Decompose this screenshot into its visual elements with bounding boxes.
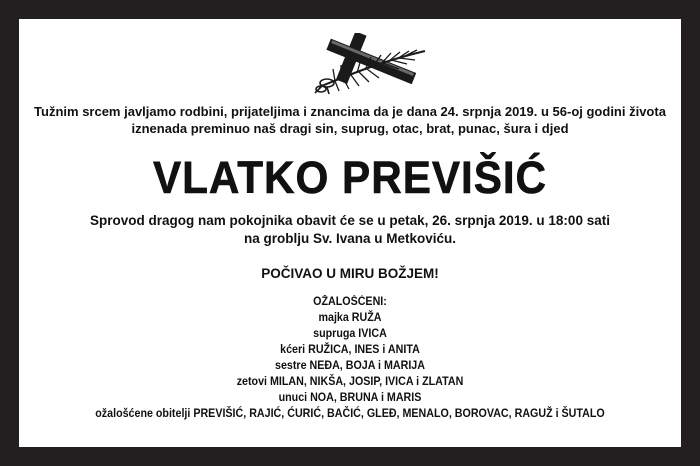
rest-in-peace-text: POČIVAO U MIRU BOŽJEM! — [261, 266, 439, 281]
mourner-entry: sestre NEĐA, BOJA i MARIJA — [275, 360, 425, 372]
funeral-line: Sprovod dragog nam pokojnika obavit će se u petak, 26. srpnja 2019. u 18:00 sati — [90, 213, 610, 228]
obituary-card — [19, 19, 681, 447]
mourners-list — [42, 294, 658, 422]
funeral-line: na groblju Sv. Ivana u Metkoviću. — [243, 231, 457, 246]
mourner-entry: majka RUŽA — [318, 312, 382, 324]
intro-announcement — [19, 103, 681, 137]
mourner-entry: supruga IVICA — [313, 328, 387, 340]
cross-with-palm-branch-icon — [305, 33, 435, 95]
intro-line: iznenada preminuo naš dragi sin, suprug, otac, brat, punac, šura i djed — [131, 121, 569, 136]
intro-line: Tužnim srcem javljamo rodbini, prijateljima i znancima da je dana 24. srpnja 2019. u 56-oj godini života — [34, 104, 666, 119]
mourner-entry: unuci NOA, BRUNA i MARIS — [278, 392, 422, 404]
funeral-details — [19, 212, 681, 248]
deceased-name: VLATKO PREVIŠIĆ — [152, 152, 548, 203]
mourner-entry: kćeri RUŽICA, INES i ANITA — [280, 344, 420, 356]
mourner-entry: zetovi MILAN, NIKŠA, JOSIP, IVICA i ZLATAN — [236, 376, 464, 388]
mourner-entry: ožalošćene obitelji PREVIŠIĆ, RAJIĆ, ĆURIĆ, BAČIĆ, GLEĐ, MENALO, BOROVAC, RAGUŽ i ŠUTALO — [95, 408, 605, 420]
mourners-heading: OŽALOŠĆENI: — [313, 296, 387, 308]
